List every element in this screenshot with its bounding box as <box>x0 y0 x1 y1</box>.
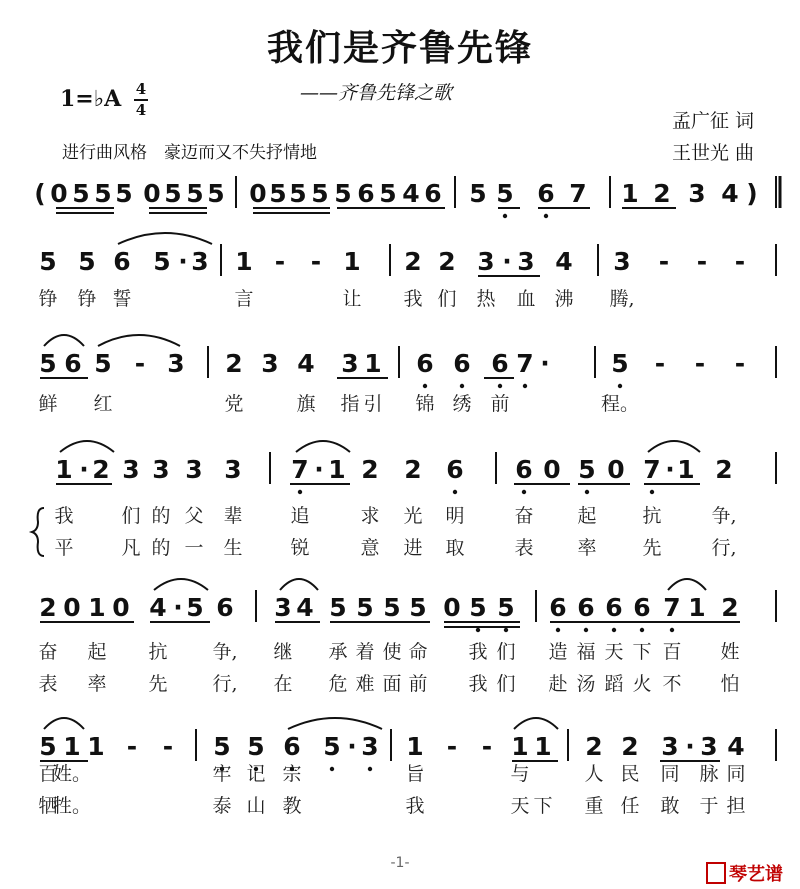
lyric-syllable: 我 <box>468 673 488 695</box>
score-note: 5 <box>383 593 401 622</box>
score-note: 6 <box>357 179 375 208</box>
score-note: - <box>162 732 174 761</box>
score-notes <box>34 179 757 817</box>
lyric-syllable: 起 <box>87 641 107 663</box>
score-note: 5 <box>72 179 90 208</box>
lyric-syllable: 汤 <box>576 673 596 695</box>
score-note: 2 <box>39 593 57 622</box>
key-signature: 1=♭A <box>60 86 122 112</box>
score-note: 2 <box>621 732 639 761</box>
score-note: 6 <box>216 593 234 622</box>
lyric-syllable: 重 <box>584 795 604 817</box>
low-octave-dot <box>503 214 507 218</box>
lyric-syllable: 面 <box>382 673 402 695</box>
lyric-syllable: 赴 <box>548 673 568 695</box>
lyric-syllable: 怕 <box>720 673 740 695</box>
score-note: 6 <box>113 247 131 276</box>
lyric-syllable: 下 <box>632 641 652 663</box>
lyric-syllable: 绣 <box>452 393 472 415</box>
lyric-syllable: 一 <box>184 537 204 559</box>
score-note: 4 <box>402 179 420 208</box>
score-note: 2 <box>715 455 733 484</box>
score-note: 2 <box>361 455 379 484</box>
lyric-syllable: 旨 <box>405 763 425 785</box>
score-note: 5 <box>469 179 487 208</box>
score-note: 3 <box>167 349 185 378</box>
score-note: 0 <box>607 455 625 484</box>
lyric-syllable: 危 <box>328 673 348 695</box>
score-note: 5 <box>153 247 171 276</box>
slur-arc <box>60 441 114 452</box>
score-note: ( <box>34 179 46 208</box>
score-note: · <box>79 455 89 484</box>
lyric-syllable: 福 <box>576 641 596 663</box>
score-note: 3 <box>224 455 242 484</box>
lyric-syllable: 我 <box>468 641 488 663</box>
score-note: 5 <box>94 179 112 208</box>
lyric-syllable: 下 <box>533 795 553 817</box>
lyric-syllable: 程。 <box>600 393 640 415</box>
lyric-syllable: 泰 <box>212 795 232 817</box>
score-note: 5 <box>323 732 341 761</box>
score-note: 1 <box>688 593 706 622</box>
score-note: 3 <box>613 247 631 276</box>
lyric-syllable: 争, <box>711 505 737 527</box>
score-note: 6 <box>491 349 509 378</box>
score-note: 1 <box>364 349 382 378</box>
lyric-syllable: 难 <box>355 673 375 695</box>
score-note: 0 <box>112 593 130 622</box>
score-note: - <box>481 732 493 761</box>
lyric-syllable: 党 <box>224 393 244 415</box>
lyric-syllable: 热 <box>476 288 496 310</box>
lyric-syllable: 表 <box>38 673 58 695</box>
site-logo <box>706 860 783 886</box>
lyric-syllable: 明 <box>445 505 465 527</box>
lyric-syllable: 继 <box>273 641 293 663</box>
lyric-syllable: 担 <box>726 795 746 817</box>
slur-arc <box>668 579 706 590</box>
lyric-syllable: 火 <box>632 673 652 695</box>
song-title: 我们是齐鲁先锋 <box>266 27 533 69</box>
score-note: 7 <box>291 455 309 484</box>
lyric-syllable: 誓 <box>112 288 132 310</box>
lyric-syllable: 牺 <box>38 795 58 817</box>
lyric-syllable: 着 <box>355 641 375 663</box>
score-note: 6 <box>453 349 471 378</box>
lyric-syllable: 辈 <box>223 505 243 527</box>
lyric-syllable: 脉 <box>699 763 719 785</box>
lyric-syllable: 百 <box>662 641 682 663</box>
lyric-syllable: 铮 <box>77 288 97 310</box>
lyric-syllable: 平 <box>54 537 74 559</box>
score-note: 6 <box>633 593 651 622</box>
score-note: 1 <box>343 247 361 276</box>
score-note: 7 <box>663 593 681 622</box>
score-note: · <box>347 732 357 761</box>
slur-arc <box>118 233 212 244</box>
slur-arc <box>44 335 84 346</box>
lyric-syllable: 言 <box>234 288 254 310</box>
score-note: 6 <box>446 455 464 484</box>
score-note: 5 <box>186 179 204 208</box>
low-octave-dot <box>453 490 457 494</box>
low-octave-dot <box>298 490 302 494</box>
lyric-syllable: 父 <box>184 505 204 527</box>
score-note: 5 <box>207 179 225 208</box>
lyric-syllable: 宗 <box>282 763 302 785</box>
lyric-syllable: 在 <box>273 673 293 695</box>
score-note: · <box>173 593 183 622</box>
score-note: · <box>685 732 695 761</box>
verse-brace <box>32 508 44 556</box>
lyric-syllable: 百 <box>38 763 58 785</box>
lyric-syllable: 锐 <box>290 537 310 559</box>
score-note: 4 <box>149 593 167 622</box>
page-number: -1- <box>390 855 410 871</box>
lyric-syllable: 锦 <box>415 393 435 415</box>
lyric-syllable: 率 <box>577 537 597 559</box>
score-note: 1 <box>406 732 424 761</box>
lyric-syllable: 先 <box>148 673 168 695</box>
score-note: · <box>665 455 675 484</box>
score-note: 5 <box>39 732 57 761</box>
lyric-syllable: 们 <box>496 641 516 663</box>
slur-arc <box>280 579 318 590</box>
low-octave-dot <box>498 384 502 388</box>
performance-style-note: 进行曲风格 豪迈而又不失抒情地 <box>62 143 317 163</box>
score-note: - <box>696 247 708 276</box>
lyric-syllable: 表 <box>514 537 534 559</box>
score-note: 3 <box>661 732 679 761</box>
low-octave-dot <box>612 628 616 632</box>
score-note: 1 <box>87 732 105 761</box>
score-note: ) <box>746 179 758 208</box>
slur-arc <box>648 441 700 452</box>
lyric-syllable: 我 <box>405 795 425 817</box>
lyric-syllable: 抗 <box>148 641 168 663</box>
score-note: 5 <box>409 593 427 622</box>
lyric-syllable: 姓。 <box>52 763 92 785</box>
score-note: 5 <box>213 732 231 761</box>
low-octave-dot <box>522 490 526 494</box>
score-note: 4 <box>721 179 739 208</box>
score-note: 3 <box>191 247 209 276</box>
score-note: · <box>540 349 550 378</box>
lyric-syllable: 我 <box>54 505 74 527</box>
composer-credit: 王世光 曲 <box>672 142 755 164</box>
score-note: 5 <box>329 593 347 622</box>
score-note: 1 <box>235 247 253 276</box>
song-subtitle: ——齐鲁先锋之歌 <box>300 82 453 104</box>
score-note: 3 <box>152 455 170 484</box>
lyric-syllable: 沸 <box>554 288 574 310</box>
score-note: 1 <box>63 732 81 761</box>
score-note: 1 <box>328 455 346 484</box>
lyric-syllable: 牢 <box>212 763 232 785</box>
score-note: 3 <box>261 349 279 378</box>
lyric-syllable: 敢 <box>660 795 680 817</box>
lyric-syllable: 的 <box>151 537 171 559</box>
lyric-syllable: 让 <box>342 288 362 310</box>
score-note: 3 <box>700 732 718 761</box>
slur-arc <box>288 718 382 729</box>
meter-top: 4 <box>135 80 147 98</box>
score-note: · <box>178 247 188 276</box>
score-note: 4 <box>296 593 314 622</box>
score-note: 2 <box>653 179 671 208</box>
score-note: 5 <box>39 247 57 276</box>
score-note: 1 <box>88 593 106 622</box>
low-octave-dot <box>650 490 654 494</box>
lyric-syllable: 先 <box>642 537 662 559</box>
lyric-syllable: 与 <box>510 763 530 785</box>
logo-text: 琴艺谱 <box>729 864 783 885</box>
lyric-syllable: 们 <box>121 505 141 527</box>
score-note: 5 <box>496 179 514 208</box>
lyric-syllable: 奋 <box>38 641 58 663</box>
lyric-syllable: 意 <box>360 537 380 559</box>
low-octave-dot <box>504 628 508 632</box>
score-note: - <box>274 247 286 276</box>
score-note: 6 <box>537 179 555 208</box>
lyric-syllable: 前 <box>490 393 510 415</box>
score-note: 2 <box>438 247 456 276</box>
score-note: 2 <box>225 349 243 378</box>
slur-arc <box>98 335 180 346</box>
lyric-syllable: 求 <box>360 505 380 527</box>
lyric-syllable: 的 <box>151 505 171 527</box>
lyric-syllable: 指 <box>340 393 360 415</box>
low-octave-dot <box>618 384 622 388</box>
slur-arc <box>44 718 84 729</box>
score-note: 6 <box>515 455 533 484</box>
lyric-syllable: 我 <box>403 288 423 310</box>
low-octave-dot <box>670 628 674 632</box>
score-note: - <box>658 247 670 276</box>
lyric-syllable: 天 <box>604 641 624 663</box>
lyric-syllable: 牲。 <box>52 795 92 817</box>
score-note: 4 <box>297 349 315 378</box>
lyric-syllable: 天 <box>510 795 530 817</box>
score-note: 3 <box>688 179 706 208</box>
lyric-syllable: 率 <box>87 673 107 695</box>
score-note: 5 <box>164 179 182 208</box>
lyric-syllable: 不 <box>662 673 682 695</box>
score-note: 5 <box>247 732 265 761</box>
lyric-syllable: 人 <box>584 763 604 785</box>
score-note: 6 <box>577 593 595 622</box>
score-note: 5 <box>611 349 629 378</box>
score-note: - <box>134 349 146 378</box>
score-note: 5 <box>78 247 96 276</box>
lyric-syllable: 血 <box>516 288 536 310</box>
score-note: 5 <box>94 349 112 378</box>
low-octave-dot <box>640 628 644 632</box>
score-note: 2 <box>92 455 110 484</box>
score-note: 7 <box>569 179 587 208</box>
low-octave-dot <box>556 628 560 632</box>
lyric-syllable: 行, <box>212 673 238 695</box>
score-note: 2 <box>404 247 422 276</box>
low-octave-dot <box>330 767 334 771</box>
score-note: 0 <box>50 179 68 208</box>
score-note: 0 <box>443 593 461 622</box>
score-note: 3 <box>122 455 140 484</box>
lyric-syllable: 民 <box>620 763 640 785</box>
score-note: 5 <box>311 179 329 208</box>
score-note: 0 <box>249 179 267 208</box>
score-note: 6 <box>416 349 434 378</box>
low-octave-dot <box>585 490 589 494</box>
lyric-syllable: 承 <box>328 641 348 663</box>
score-note: 3 <box>361 732 379 761</box>
score-note: 5 <box>356 593 374 622</box>
score-note: 1 <box>534 732 552 761</box>
score-note: 0 <box>543 455 561 484</box>
low-octave-dot <box>423 384 427 388</box>
score-note: · <box>502 247 512 276</box>
score-note: 5 <box>269 179 287 208</box>
score-note: 1 <box>511 732 529 761</box>
lyric-syllable: 起 <box>577 505 597 527</box>
score-note: 5 <box>469 593 487 622</box>
score-note: 6 <box>605 593 623 622</box>
low-octave-dot <box>460 384 464 388</box>
lyric-syllable: 蹈 <box>604 673 624 695</box>
score-note: 2 <box>404 455 422 484</box>
low-octave-dot <box>476 628 480 632</box>
score-note: - <box>654 349 666 378</box>
lyric-syllable: 旗 <box>296 393 316 415</box>
score-note: 6 <box>283 732 301 761</box>
lyric-syllable: 红 <box>93 393 113 415</box>
score-note: 2 <box>585 732 603 761</box>
lyric-syllable: 同 <box>726 763 746 785</box>
score-note: - <box>310 247 322 276</box>
score-note: - <box>694 349 706 378</box>
low-octave-dot <box>544 214 548 218</box>
lyric-syllable: 前 <box>408 673 428 695</box>
score-note: 5 <box>186 593 204 622</box>
score-note: 5 <box>334 179 352 208</box>
score-note: · <box>314 455 324 484</box>
lyric-syllable: 凡 <box>121 537 141 559</box>
score-note: 6 <box>549 593 567 622</box>
score-note: 4 <box>555 247 573 276</box>
score-note: 0 <box>143 179 161 208</box>
score-note: 6 <box>424 179 442 208</box>
lyric-syllable: 铮 <box>38 288 58 310</box>
lyric-syllable: 奋 <box>514 505 534 527</box>
score-note: - <box>734 247 746 276</box>
lyric-syllable: 抗 <box>642 505 662 527</box>
lyric-syllable: 争, <box>212 641 238 663</box>
lyric-syllable: 记 <box>246 763 266 785</box>
lyric-syllable: 山 <box>246 795 266 817</box>
lyric-syllable: 进 <box>403 537 423 559</box>
low-octave-dot <box>584 628 588 632</box>
lyric-syllable: 追 <box>290 505 310 527</box>
score-note: 5 <box>39 349 57 378</box>
lyric-syllable: 命 <box>408 641 428 663</box>
score-note: 1 <box>621 179 639 208</box>
score-note: 3 <box>185 455 203 484</box>
score-note: 4 <box>727 732 745 761</box>
lyric-syllable: 任 <box>620 795 640 817</box>
lyric-syllable: 使 <box>382 641 402 663</box>
lyric-syllable: 引 <box>363 393 383 415</box>
score-note: 1 <box>55 455 73 484</box>
score-note: 5 <box>379 179 397 208</box>
lyricist-credit: 孟广征 词 <box>672 110 755 132</box>
lyric-syllable: 造 <box>548 641 568 663</box>
score-note: 2 <box>721 593 739 622</box>
score-note: 7 <box>643 455 661 484</box>
score-note: 3 <box>477 247 495 276</box>
score-note: 5 <box>578 455 596 484</box>
lyric-syllable: 于 <box>699 795 719 817</box>
score-note: - <box>126 732 138 761</box>
score-note: 5 <box>289 179 307 208</box>
lyric-syllable: 们 <box>437 288 457 310</box>
score-note: 3 <box>517 247 535 276</box>
lyric-syllable: 腾, <box>609 288 635 310</box>
score-note: 3 <box>341 349 359 378</box>
score-note: 0 <box>63 593 81 622</box>
score-note: 6 <box>64 349 82 378</box>
score-note: - <box>734 349 746 378</box>
slur-arc <box>154 579 208 590</box>
slur-arc <box>296 441 350 452</box>
lyric-syllable: 生 <box>223 537 243 559</box>
low-octave-dot <box>368 767 372 771</box>
meter-bottom: 4 <box>135 101 147 119</box>
score-note: - <box>446 732 458 761</box>
lyric-syllable: 姓 <box>720 641 740 663</box>
score-note: 1 <box>677 455 695 484</box>
score-note: 3 <box>274 593 292 622</box>
low-octave-dot <box>523 384 527 388</box>
lyric-syllable: 教 <box>282 795 302 817</box>
score-note: 5 <box>115 179 133 208</box>
lyric-syllable: 们 <box>496 673 516 695</box>
lyric-syllable: 行, <box>711 537 737 559</box>
lyric-syllable: 同 <box>660 763 680 785</box>
logo-icon <box>706 862 726 884</box>
score-note: 7 <box>516 349 534 378</box>
lyric-syllable: 鲜 <box>38 393 58 415</box>
lyric-syllable: 取 <box>445 537 465 559</box>
lyric-syllable: 光 <box>403 505 423 527</box>
slur-arc <box>514 718 558 729</box>
score-note: 5 <box>497 593 515 622</box>
